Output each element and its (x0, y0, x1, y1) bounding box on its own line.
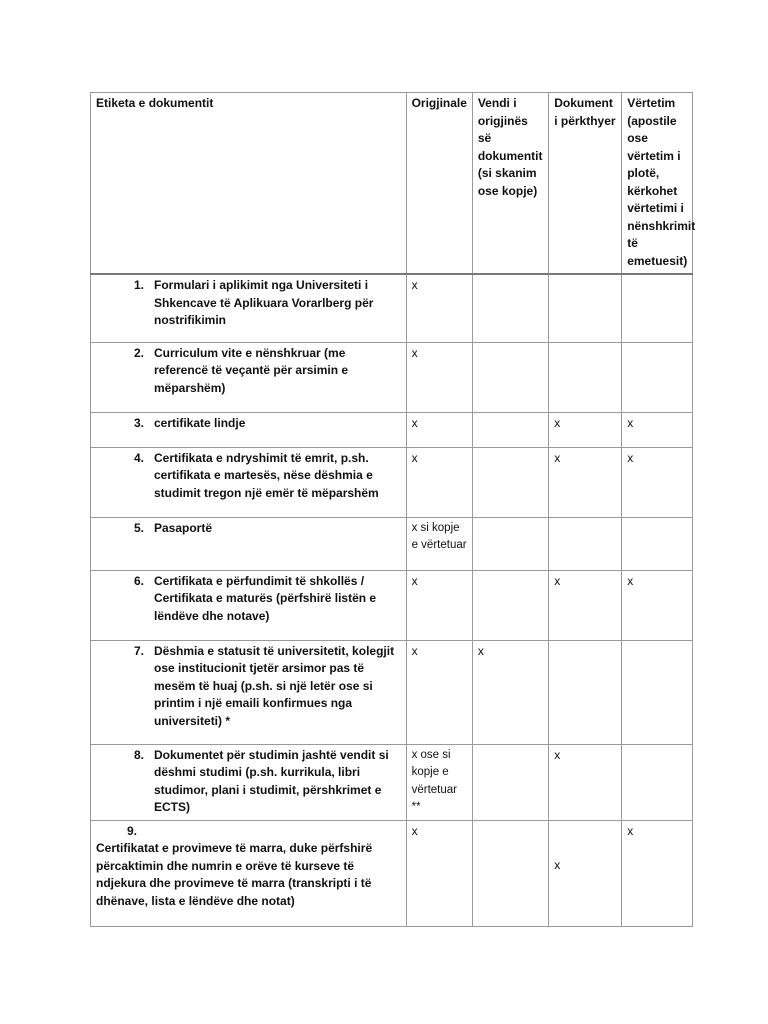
cell-translated: x (549, 570, 622, 640)
cell-origin-place (472, 274, 548, 342)
row-label: Dëshmia e statusit të universitetit, kolegjit ose institucionit tjetër arsimor pas të mesëm të huaj (p.sh. si një letër ose si printim i një emaili konfirmues nga universiteti) * (154, 643, 395, 728)
header-original: Origjinale (406, 93, 472, 275)
cell-origin-place (472, 570, 548, 640)
row-label: Pasaportë (154, 520, 213, 535)
table-row (91, 274, 693, 342)
cell-certification (622, 274, 693, 342)
cell-certification (622, 640, 693, 744)
row-number: 6. (133, 573, 144, 588)
header-label: Etiketa e dokumentit (91, 93, 407, 275)
row-label: Certifikatat e provimeve të marra, duke përfshirë përcaktimin dhe numrin e orëve të kurseve të ndjekura dhe provimeve të marra (transkripti i të dhënave, lista e lëndëve dhe notat) (96, 841, 373, 908)
row-label: Formulari i aplikimit nga Universiteti i Shkencave të Aplikuara Vorarlberg për nostrifikimin (154, 278, 374, 327)
cell-original: x ose si kopje e vërtetuar ** (406, 744, 472, 820)
row-number: 3. (133, 415, 144, 430)
cell-certification: x (622, 570, 693, 640)
cell-certification (622, 517, 693, 570)
row-label: Dokumentet për studimin jashtë vendit si dëshmi studimi (p.sh. kurrikula, libri studimor, plani i studimit, përshkrimet e ECTS) (154, 747, 389, 814)
cell-translated (549, 342, 622, 412)
row-label: Certifikata e ndryshimit të emrit, p.sh. certifikata e martesës, nëse dëshmia e studimit tregon një emër të mëparshëm (154, 450, 379, 500)
table-row (91, 447, 693, 517)
cell-translated: x (554, 857, 561, 872)
cell-certification: x (622, 447, 693, 517)
row-number: 5. (133, 520, 144, 535)
header-translated: Dokument i përkthyer (549, 93, 622, 275)
cell-translated: x (549, 744, 622, 820)
cell-certification: x (622, 412, 693, 447)
cell-original: x (406, 274, 472, 342)
row-label: Certifikata e përfundimit të shkollës / Certifikata e maturës (përfshirë listën e lëndëve dhe notave) (154, 573, 377, 623)
table-row (91, 517, 693, 570)
cell-certification (622, 342, 693, 412)
table-row (91, 640, 693, 744)
cell-origin-place (472, 447, 548, 517)
table-header-row (91, 93, 693, 275)
row-number: 8. (133, 747, 144, 762)
row-number: 9. (127, 823, 138, 838)
cell-origin-place: x (472, 640, 548, 744)
cell-origin-place (472, 412, 548, 447)
cell-original: x (406, 447, 472, 517)
cell-original: x si kopje e vërtetuar (406, 517, 472, 570)
header-origin-place: Vendi i origjinës së dokumentit (si skanim ose kopje) (472, 93, 548, 275)
cell-translated: x (549, 447, 622, 517)
cell-original: x (406, 412, 472, 447)
table-row (91, 570, 693, 640)
table-row (91, 744, 693, 820)
row-number: 4. (133, 450, 144, 465)
cell-translated (549, 517, 622, 570)
cell-origin-place (472, 517, 548, 570)
row-number: 1. (133, 278, 144, 292)
cell-original: x (406, 640, 472, 744)
cell-translated (549, 640, 622, 744)
cell-origin-place (472, 744, 548, 820)
cell-original: x (406, 342, 472, 412)
cell-original: x (406, 820, 472, 926)
row-label: Curriculum vite e nënshkruar (me referencë të veçantë për arsimin e mëparshëm) (154, 345, 349, 395)
table-row (91, 412, 693, 447)
header-certification: Vërtetim (apostile ose vërtetim i plotë, kërkohet vërtetimi i nënshkrimit të emetuesit) (622, 93, 693, 275)
documents-table (90, 92, 696, 927)
table-row (91, 342, 693, 412)
cell-translated: x (549, 412, 622, 447)
row-number: 2. (133, 345, 144, 360)
cell-origin-place (472, 820, 548, 926)
table-row (91, 820, 693, 926)
row-number: 7. (133, 643, 144, 658)
cell-origin-place (472, 342, 548, 412)
cell-certification: x (622, 820, 693, 926)
cell-translated (549, 274, 622, 342)
cell-certification (622, 744, 693, 820)
cell-original: x (406, 570, 472, 640)
row-label: certifikate lindje (154, 415, 246, 430)
